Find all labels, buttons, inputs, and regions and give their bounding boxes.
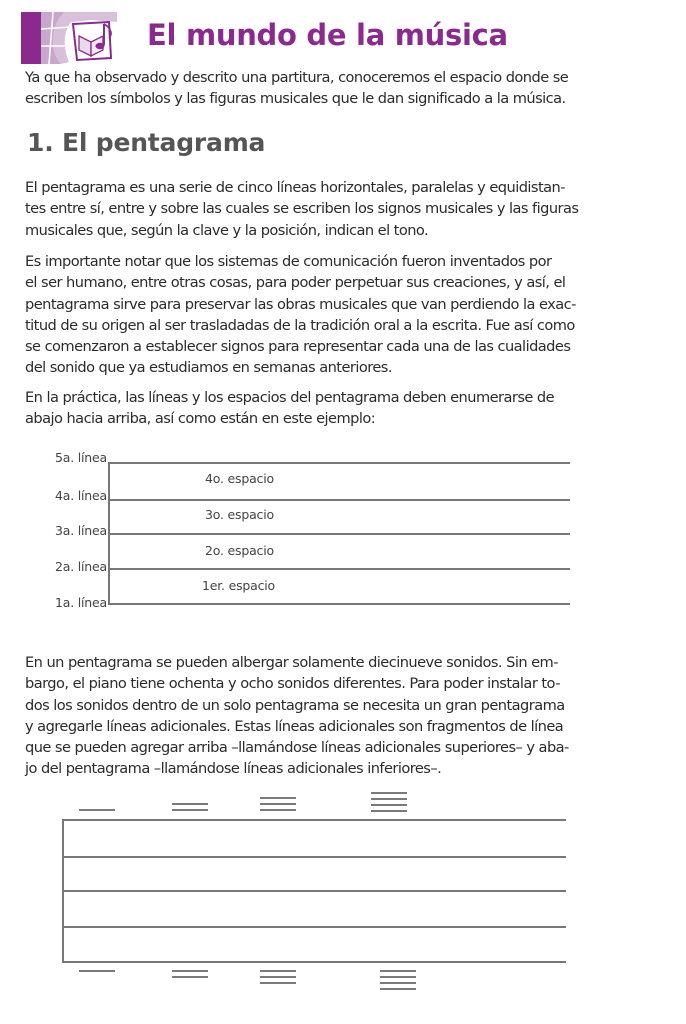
text-line: En un pentagrama se pueden albergar solamente diecinueve sonidos. Sin em-	[25, 654, 558, 671]
staff-line-4	[108, 499, 570, 501]
staff2-line-3	[62, 890, 566, 892]
ledger-line	[260, 809, 296, 811]
text-line: El pentagrama es una serie de cinco líneas horizontales, paralelas y equidistan-	[25, 179, 565, 196]
line-label-1: 1a. línea	[55, 595, 107, 610]
staff-line-3	[108, 533, 570, 535]
paragraph-history	[25, 251, 597, 379]
staff2-line-5	[62, 819, 566, 821]
text-line: jo del pentagrama –llamándose líneas adicionales inferiores–.	[25, 760, 442, 778]
text-line: se comenzaron a establecer signos para representar cada una de las cualidades	[25, 338, 571, 356]
ledger-line	[79, 970, 115, 972]
text-line: titud de su origen al ser trasladadas de la tradición oral a la escrita. Fue así como	[25, 316, 575, 334]
staff-left-bar	[108, 462, 110, 605]
page-title: El mundo de la música	[147, 18, 508, 52]
space-label-4: 4o. espacio	[205, 471, 274, 486]
staff-line-2	[108, 568, 570, 570]
ledger-line	[380, 988, 416, 990]
text-line: escriben los símbolos y las figuras musicales que le dan significado a la música.	[25, 90, 566, 108]
space-label-3: 3o. espacio	[205, 507, 274, 522]
text-line: y agregarle líneas adicionales. Estas líneas adicionales son fragmentos de línea	[25, 717, 564, 735]
ledger-line	[371, 792, 407, 794]
staff2-left-bar	[62, 819, 64, 963]
text-line: pentagrama sirve para preservar las obras musicales que van perdiendo la exac-	[25, 295, 576, 313]
ledger-line	[172, 976, 208, 978]
text-line: bargo, el piano tiene ochenta y ocho sonidos diferentes. Para poder instalar to-	[25, 675, 560, 693]
paragraph-definition	[25, 177, 597, 241]
paragraph-ledger-lines	[25, 652, 597, 780]
text-line: abajo hacia arriba, así como están en este ejemplo:	[25, 410, 376, 428]
text-line: del sonido que ya estudiamos en semanas anteriores.	[25, 359, 392, 377]
ledger-line	[260, 982, 296, 984]
text-line: Ya que ha observado y descrito una partitura, conoceremos el espacio donde se	[25, 69, 569, 86]
staff-line-1	[108, 603, 570, 605]
ledger-line	[260, 970, 296, 972]
ledger-line	[172, 809, 208, 811]
ledger-line	[371, 798, 407, 800]
staff-line-5	[108, 462, 570, 464]
ledger-line	[172, 803, 208, 805]
ledger-line	[380, 976, 416, 978]
paragraph-numbering	[25, 387, 597, 430]
text-line: tes entre sí, entre y sobre las cuales se escriben los signos musicales y las figuras	[25, 200, 579, 218]
ledger-line	[380, 982, 416, 984]
ledger-line	[371, 810, 407, 812]
line-label-4: 4a. línea	[55, 488, 107, 503]
intro-paragraph	[25, 67, 597, 110]
staff2-line-1	[62, 961, 566, 963]
text-line: En la práctica, las líneas y los espacios del pentagrama deben enumerarse de	[25, 389, 555, 406]
line-label-3: 3a. línea	[55, 523, 107, 538]
ledger-line	[371, 804, 407, 806]
ledger-line	[380, 970, 416, 972]
text-line: que se pueden agregar arriba –llamándose líneas adicionales superiores– y aba-	[25, 739, 569, 757]
line-label-5: 5a. línea	[55, 450, 107, 465]
text-line: el ser humano, entre otras cosas, para poder perpetuar sus creaciones, y así, el	[25, 274, 566, 292]
ledger-line	[172, 970, 208, 972]
ledger-line	[79, 809, 115, 811]
globe-book-music-note-icon	[21, 12, 123, 64]
ledger-line	[260, 803, 296, 805]
section-heading: 1. El pentagrama	[27, 128, 266, 157]
logo-icon	[21, 12, 123, 64]
text-line: musicales que, según la clave y la posición, indican el tono.	[25, 221, 429, 239]
ledger-line	[260, 797, 296, 799]
ledger-line	[260, 976, 296, 978]
space-label-2: 2o. espacio	[205, 543, 274, 558]
line-label-2: 2a. línea	[55, 559, 107, 574]
space-label-1: 1er. espacio	[202, 578, 275, 593]
staff2-line-4	[62, 856, 566, 858]
staff2-line-2	[62, 926, 566, 928]
text-line: dos los sonidos dentro de un solo pentagrama se necesita un gran pentagrama	[25, 696, 565, 714]
text-line: Es importante notar que los sistemas de comunicación fueron inventados por	[25, 253, 552, 270]
